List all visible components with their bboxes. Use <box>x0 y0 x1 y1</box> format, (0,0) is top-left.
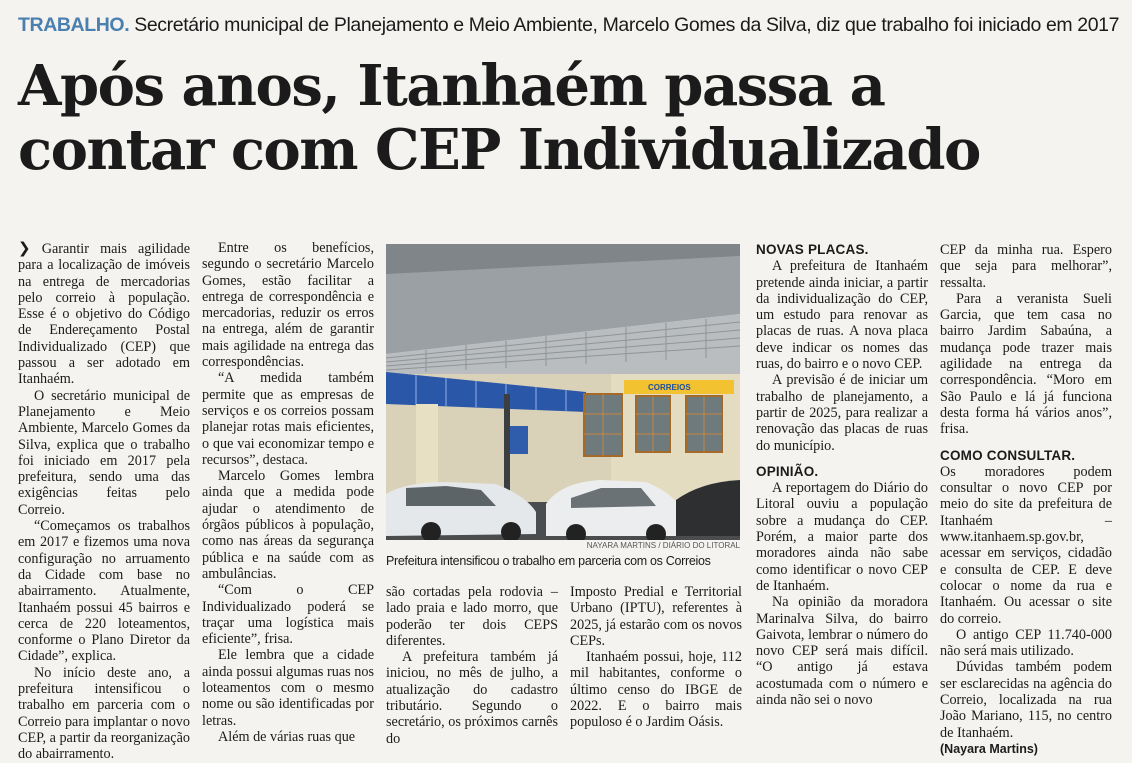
paragraph <box>18 240 190 388</box>
paragraph: No início deste ano, a prefeitura intensificou o trabalho em parceria com o Correio para implantar o novo CEP, a partir da reorganização do abairramento. <box>18 664 190 763</box>
paragraph: “A medida também permite que as empresas de serviços e os correios possam planejar rotas mais eficientes, o que vai economizar tempo e recursos”, destaca. <box>202 370 374 468</box>
paragraph: Itanhaém possui, hoje, 112 mil habitantes, conforme o último censo do IBGE de 2022. E o bairro mais populoso é o Jardim Oásis. <box>570 649 742 731</box>
article-column-5 <box>756 242 928 708</box>
kicker-text: Secretário municipal de Planejamento e Meio Ambiente, Marcelo Gomes da Silva, diz que trabalho foi iniciado em 2017 <box>129 14 1120 36</box>
section-tag: TRABALHO. <box>18 14 130 36</box>
article-column-1 <box>18 240 190 763</box>
paragraph: Marcelo Gomes lembra ainda que a medida pode ajudar o atendimento de órgãos públicos à população, como nas áreas da segurança pública e na saúde com as ambulâncias. <box>202 468 374 582</box>
subheading-como-consultar: COMO CONSULTAR. <box>940 447 1076 463</box>
article-column-3 <box>386 584 558 747</box>
paragraph: A prefeitura de Itanhaém pretende ainda iniciar, a partir da individualização do CEP, um estudo para renovar as placas de ruas. A nova placa deve indicar os nomes das ruas, do bairro e o novo CEP. <box>756 258 928 373</box>
photo-credit: NAYARA MARTINS / DIÁRIO DO LITORAL <box>586 541 740 550</box>
paragraph-text: Garantir mais agilidade para a localização de imóveis na entrega de mercadorias pelo correio à população. Esse é o objetivo do Código de Endereçamento Postal Individualizado (CEP) que passou a ser adotado em Itanhaém. <box>18 241 191 388</box>
article-column-6 <box>940 242 1112 757</box>
paragraph: Imposto Predial e Territorial Urbano (IPTU), referentes à 2025, já estarão com os novos CEPs. <box>570 584 742 649</box>
article-photo <box>386 244 740 540</box>
author-credit: (Nayara Martins) <box>940 741 1038 756</box>
subheading-opiniao: OPINIÃO. <box>756 463 819 479</box>
paragraph: Na opinião da moradora Marinalva Silva, do bairro Gaivota, lembrar o número do novo CEP será mais difícil. “O antigo já estava acostumada com o número e ainda não sei o novo <box>756 594 928 709</box>
paragraph: Ele lembra que a cidade ainda possui algumas ruas nos loteamentos com o mesmo nome ou são identificadas por letras. <box>202 647 374 729</box>
headline-line-1: Após anos, Itanhaém passa a <box>18 53 885 119</box>
paragraph: O antigo CEP 11.740-000 não será mais utilizado. <box>940 626 1112 660</box>
paragraph: são cortadas pela rodovia – lado praia e lado morro, que poderão ter dois CEPS diferentes. <box>386 584 558 649</box>
headline <box>18 54 1118 182</box>
post-office-photo <box>386 244 740 540</box>
paragraph: “Começamos os trabalhos em 2017 e fizemos uma nova configuração no arruamento da Cidade com base no abairramento. Atualmente, Itanhaém possui 45 bairros e cerca de 220 loteamentos, conforme o Plano Diretor da Cidade”, explica. <box>18 518 190 665</box>
photo-caption: Prefeitura intensificou o trabalho em parceria com os Correios <box>386 554 711 568</box>
subheading-novas-placas: NOVAS PLACAS. <box>756 242 869 257</box>
correios-sign: CORREIOS <box>648 383 691 392</box>
headline-line-2: contar com CEP Individualizado <box>18 117 980 183</box>
kicker-line <box>18 14 1118 37</box>
paragraph: Além de várias ruas que <box>218 728 356 745</box>
paragraph: Entre os benefícios, segundo o secretário Marcelo Gomes, estão facilitar a entrega de correspondência e mercadorias, reduzir os erros na entrega, além de garantir mais agilidade na entrega das correspondências. <box>202 240 374 371</box>
paragraph: Os moradores podem consultar o novo CEP por meio do site da prefeitura de Itanhaém – www.itanhaem.sp.gov.br, acessar em serviços, cidadão e consulta de CEP. E deve colocar o nome da rua e Itanhaém. Ou acessar o site do correio. <box>940 463 1112 627</box>
paragraph: A previsão é de iniciar um trabalho de planejamento, a partir de 2025, para realizar a renovação das placas de ruas do município. <box>756 372 928 454</box>
article-column-2 <box>202 240 374 745</box>
paragraph: O secretário municipal de Planejamento e Meio Ambiente, Marcelo Gomes da Silva, explica que o trabalho foi iniciado em 2017 pela prefeitura, sendo uma das exigências feitas pelo Correio. <box>18 387 190 518</box>
paragraph: A prefeitura também já iniciou, no mês de julho, a atualização do cadastro tributário. Segundo o secretário, os próximos carnês do <box>386 649 558 747</box>
article-column-4 <box>570 584 742 731</box>
paragraph: CEP da minha rua. Espero que seja para melhorar”, ressalta. <box>940 242 1112 291</box>
paragraph: Dúvidas também podem ser esclarecidas na agência do Correio, localizada na rua João Mariano, 115, no centro de Itanhaém. <box>940 659 1112 741</box>
paragraph: “Com o CEP Individualizado poderá se traçar uma logística mais eficiente”, frisa. <box>202 582 374 648</box>
chevron-right-icon: ❯ <box>18 239 31 257</box>
paragraph: A reportagem do Diário do Litoral ouviu a população sobre a mudança do CEP. Porém, a maior parte dos moradores ainda não sabe como identificar o novo CEP de Itanhaém. <box>756 480 928 594</box>
paragraph: Para a veranista Sueli Garcia, que tem casa no bairro Jardim Sabaúna, a mudança pode trazer mais agilidade na entrega da correspondência. “Moro em São Paulo e lá já funciona desta forma há vários anos”, frisa. <box>940 290 1112 438</box>
